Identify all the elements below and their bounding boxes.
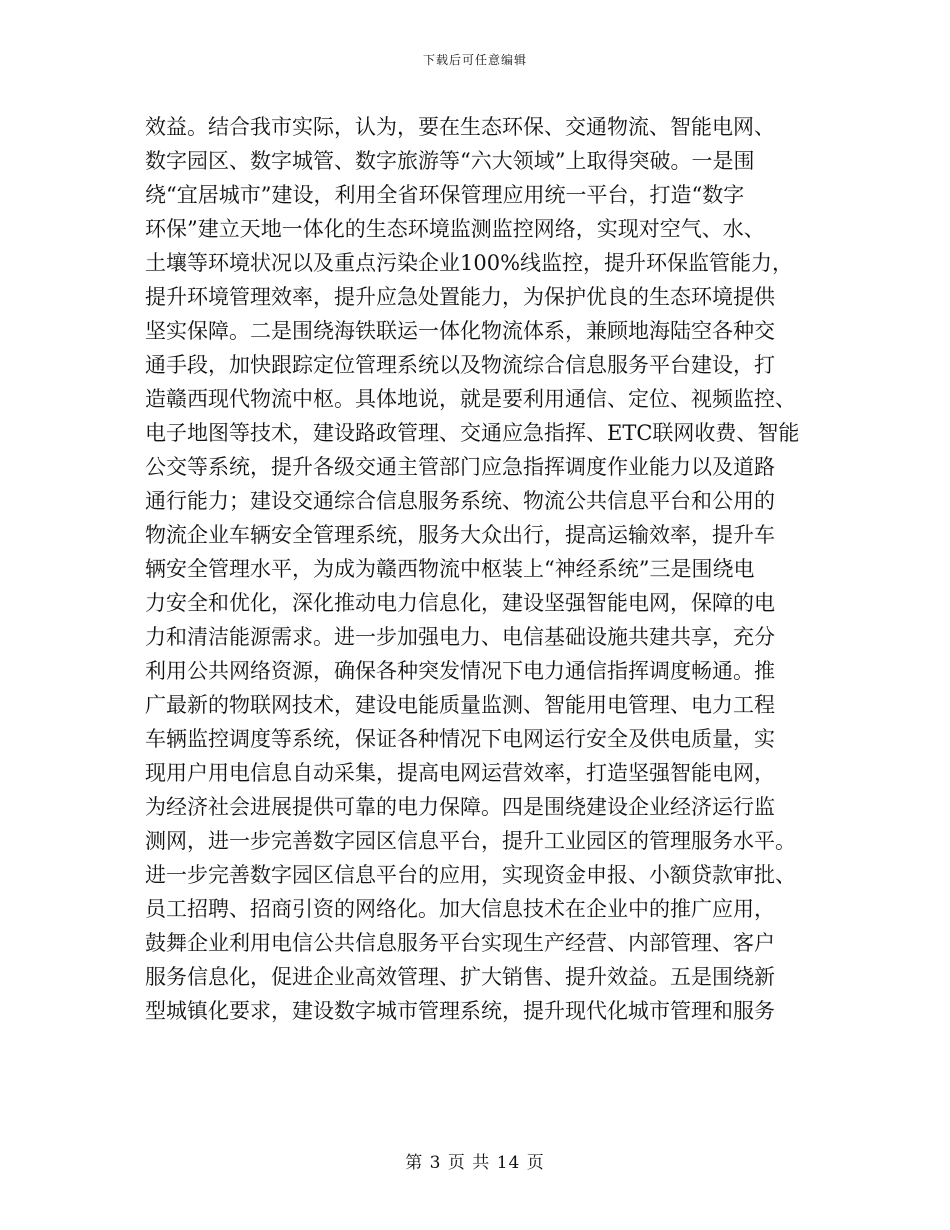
text-line: 为经济社会进展提供可靠的电力保障。四是围绕建设企业经济运行监 [145, 795, 775, 819]
text-line: 坚实保障。二是围绕海铁联运一体化物流体系，兼顾地海陆空各种交 [145, 319, 775, 343]
text-line: 广最新的物联网技术，建设电能质量监测、智能用电管理、电力工程 [145, 693, 775, 717]
text-line: 数字园区、数字城管、数字旅游等“六大领域”上取得突破。一是围 [145, 149, 755, 173]
text-line: 土壤等环境状况以及重点污染企业100%线监控，提升环保监管能力， [145, 251, 794, 275]
text-line: 型城镇化要求，建设数字城市管理系统，提升现代化城市管理和服务 [145, 999, 775, 1023]
document-body [145, 110, 825, 1028]
text-line: 鼓舞企业利用电信公共信息服务平台实现生产经营、内部管理、客户 [145, 931, 775, 955]
text-line: 绕“宜居城市”建设，利用全省环保管理应用统一平台，打造“数字 [145, 183, 745, 207]
text-line: 服务信息化，促进企业高效管理、扩大销售、提升效益。五是围绕新 [145, 965, 775, 989]
text-line: 力和清洁能源需求。进一步加强电力、电信基础设施共建共享，充分 [145, 625, 775, 649]
text-line: 车辆监控调度等系统，保证各种情况下电网运行安全及供电质量，实 [145, 727, 775, 751]
text-line: 进一步完善数字园区信息平台的应用，实现资金申报、小额贷款审批、 [145, 863, 796, 887]
text-line: 造赣西现代物流中枢。具体地说，就是要利用通信、定位、视频监控、 [145, 387, 796, 411]
text-line: 员工招聘、招商引资的网络化。加大信息技术在企业中的推广应用， [145, 897, 775, 921]
page-header: 下载后可任意编辑 [422, 53, 527, 67]
text-line: 通手段，加快跟踪定位管理系统以及物流综合信息服务平台建设，打 [145, 353, 775, 377]
text-line: 测网，进一步完善数字园区信息平台，提升工业园区的管理服务水平。 [145, 829, 796, 853]
page-footer: 第 3 页 共 14 页 [405, 1153, 545, 1173]
text-line: 力安全和优化，深化推动电力信息化，建设坚强智能电网，保障的电 [145, 591, 775, 615]
text-line: 通行能力；建设交通综合信息服务系统、物流公共信息平台和公用的 [145, 489, 775, 513]
text-line: 提升环境管理效率，提升应急处置能力，为保护优良的生态环境提供 [145, 285, 775, 309]
text-line: 辆安全管理水平，为成为赣西物流中枢装上“神经系统”三是围绕电 [145, 557, 755, 581]
text-line: 现用户用电信息自动采集，提高电网运营效率，打造坚强智能电网， [145, 761, 775, 785]
text-line: 电子地图等技术，建设路政管理、交通应急指挥、ETC联网收费、智能 [145, 421, 800, 445]
text-line: 环保”建立天地一体化的生态环境监测监控网络，实现对空气、水、 [145, 217, 765, 241]
text-line: 物流企业车辆安全管理系统，服务大众出行，提高运输效率，提升车 [145, 523, 775, 547]
text-line: 利用公共网络资源，确保各种突发情况下电力通信指挥调度畅通。推 [145, 659, 775, 683]
text-line: 效益。结合我市实际，认为，要在生态环保、交通物流、智能电网、 [145, 115, 775, 139]
text-line: 公交等系统，提升各级交通主管部门应急指挥调度作业能力以及道路 [145, 455, 775, 479]
